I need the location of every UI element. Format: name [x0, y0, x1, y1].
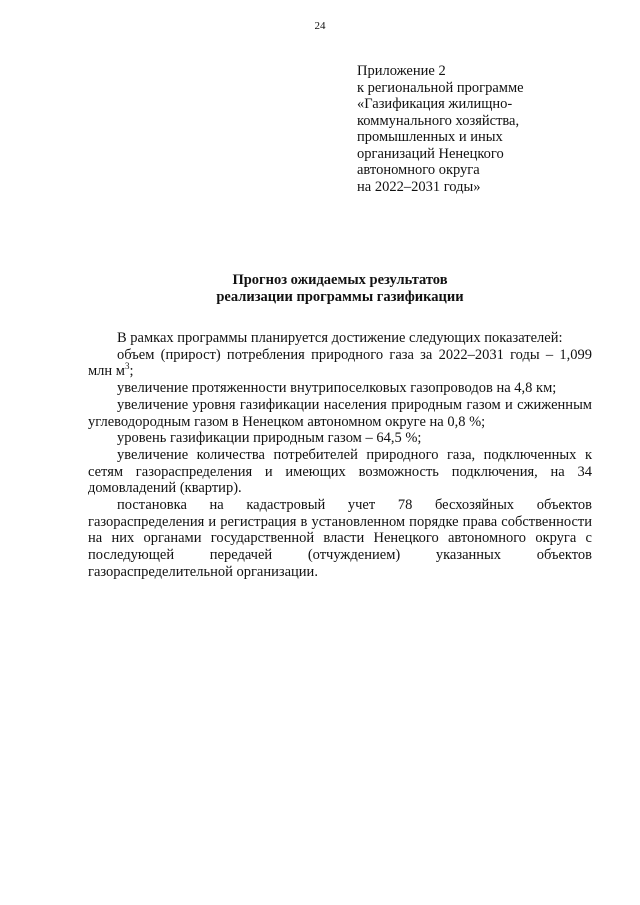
appendix-line: Приложение 2 [357, 63, 446, 79]
indicator-gasification-level: уровень газификации природным газом – 64,5 %; [117, 430, 422, 447]
indicator-registration: постановка на кадастровый учет 78 бесхозяйных объектов газораспределения и регистрация в установленном порядке права собственности на них органами государственной власти Ненецкого автономного округа с последующей передачей (отчуждением) указанных объектов газораспределительной организации. [88, 497, 592, 580]
consumption-text: объем (прирост) потребления природного газа за 2022–2031 годы – 1,099 млн м [88, 346, 592, 380]
consumption-suffix: ; [129, 363, 134, 380]
cubic-superscript: 3 [124, 361, 130, 372]
indicator-gasification-increase: увеличение уровня газификации населения природным газом и сжиженным углеводородным газом в Ненецком автономном округе на 0,8 %; [88, 396, 592, 430]
appendix-line: к региональной программе [357, 79, 524, 96]
appendix-line: на 2022–2031 годы» [357, 178, 481, 195]
appendix-line: коммунального хозяйства, [357, 112, 520, 129]
page-number: 24 [314, 20, 326, 32]
indicator-consumers: увеличение количества потребителей природного газа, подключенных к сетям газораспределения и имеющих возможность подключения, на 34 домовладений (квартир). [88, 446, 592, 497]
indicator-pipelines: увеличение протяженности внутрипоселковых газопроводов на 4,8 км; [117, 380, 557, 397]
appendix-line: автономного округа [357, 162, 480, 178]
heading-line-1: Прогноз ожидаемых результатов [232, 272, 448, 288]
document-heading [0, 272, 640, 306]
intro-paragraph: В рамках программы планируется достижение следующих показателей: [117, 330, 563, 346]
appendix-line: «Газификация жилищно- [357, 96, 513, 112]
body-text [88, 330, 592, 581]
indicator-gas-consumption [88, 347, 592, 380]
appendix-block [357, 63, 617, 195]
heading-line-2: реализации программы газификации [216, 289, 464, 305]
appendix-line: организаций Ненецкого [357, 145, 504, 162]
appendix-line: промышленных и иных [357, 129, 503, 145]
